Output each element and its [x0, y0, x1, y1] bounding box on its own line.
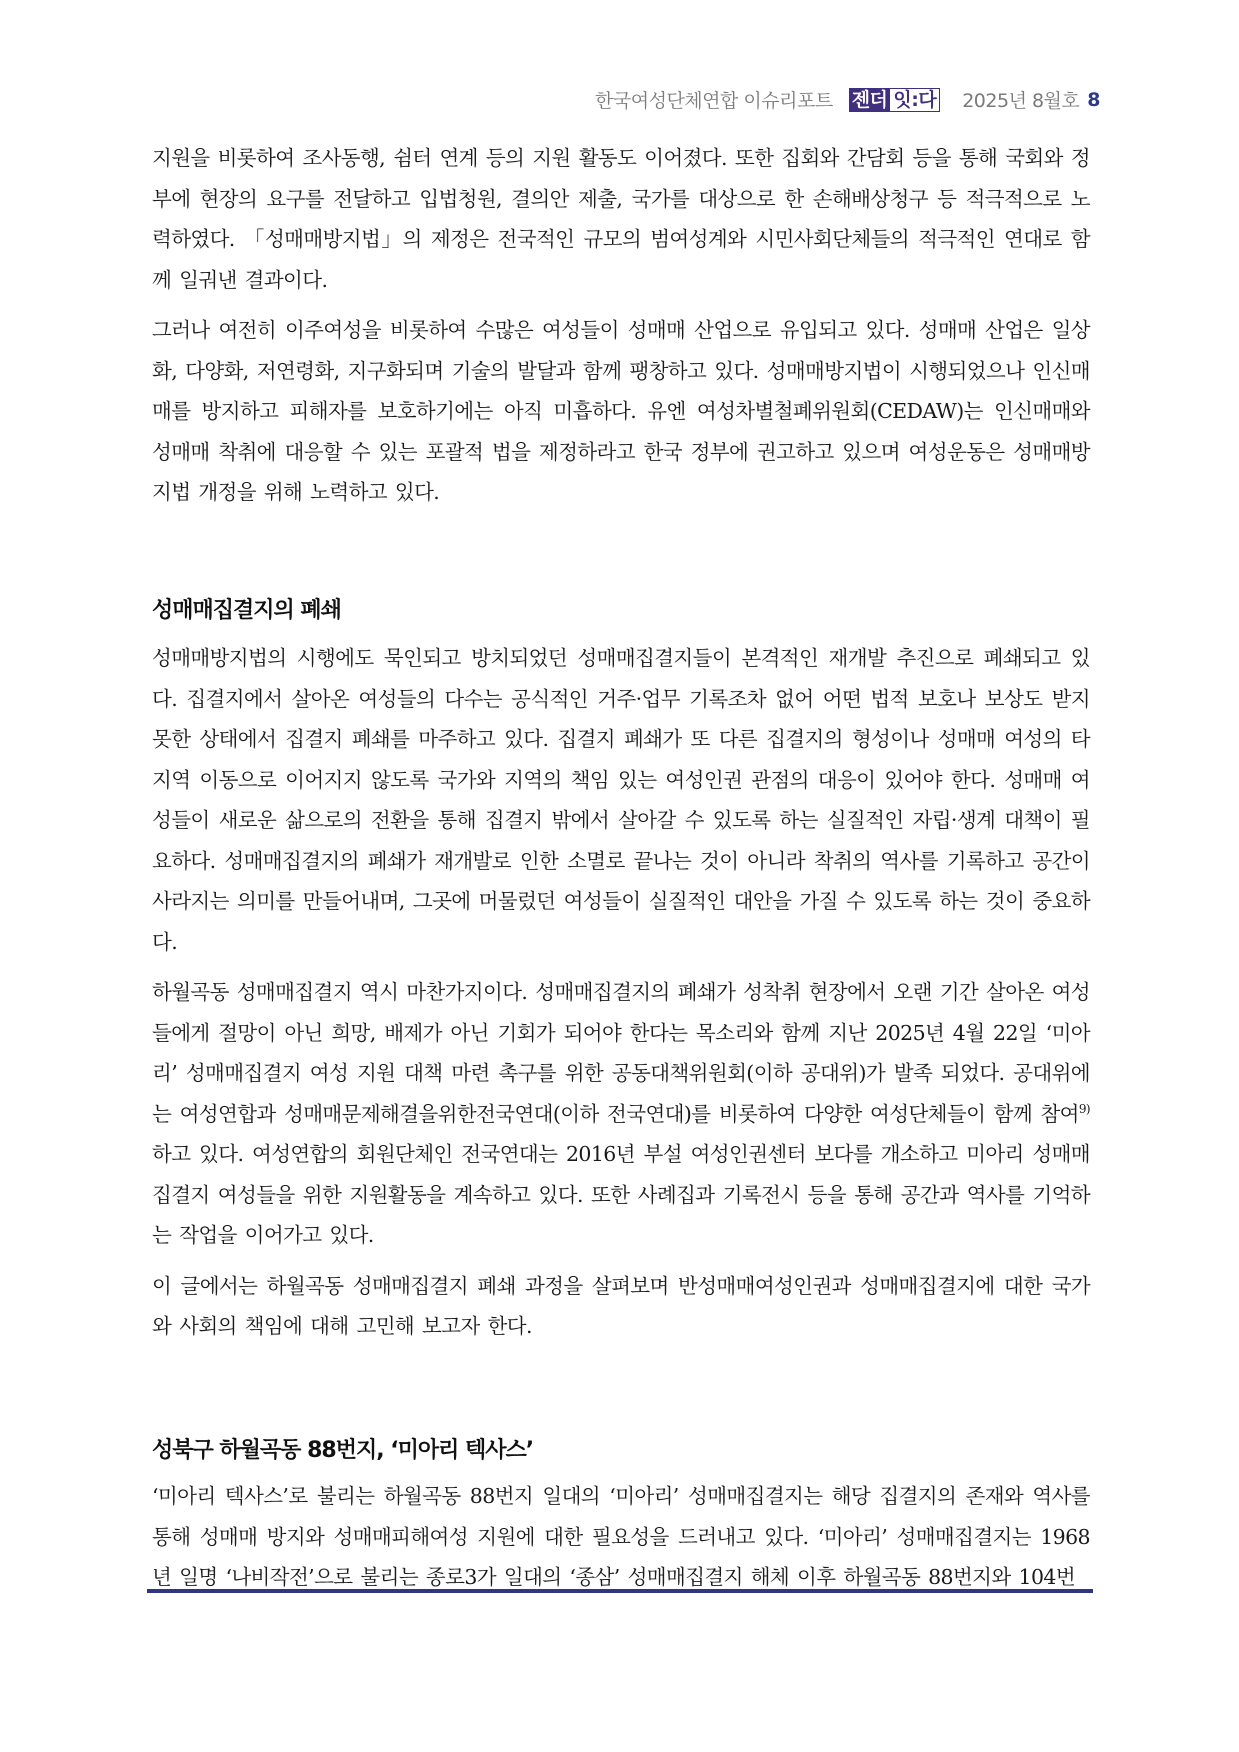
- page-bottom-divider: [147, 1589, 1093, 1593]
- paragraph: 그러나 여전히 이주여성을 비롯하여 수많은 여성들이 성매매 산업으로 유입되고 있다. 성매매 산업은 일상화, 다양화, 저연령화, 지구화되며 기술의 발달과 함께 팽창하고 있다. 성매매방지법이 시행되었으나 인신매매를 방지하고 피해자를 보호하기에는 아직 미흡하다. 유엔 여성차별철폐위원회(CEDAW)는 인신매매와 성매매 착취에 대응할 수 있는 포괄적 법을 제정하라고 한국 정부에 권고하고 있으며 여성운동은 성매매방지법 개정을 위해 노력하고 있다.: [152, 318, 1090, 504]
- paragraph: ‘미아리 텍사스’로 불리는 하월곡동 88번지 일대의 ‘미아리’ 성매매집결지는 해당 집결지의 존재와 역사를 통해 성매매 방지와 성매매피해여성 지원에 대한 필요성을 드러내고 있다. ‘미아리’ 성매매집결지는 1968년 일명 ‘나비작전’으로 불리는 종로3가 일대의 ‘종삼’ 성매매집결지 해체 이후 하월곡동 88번지와 104번: [152, 1484, 1090, 1588]
- miari-section: [152, 1476, 1090, 1588]
- paragraph-text-continued: 하고 있다. 여성연합의 회원단체인 전국연대는 2016년 부설 여성인권센터 보다를 개소하고 미아리 성매매집결지 여성들을 위한 지원활동을 계속하고 있다. 또한 사례집과 기록전시 등을 통해 공간과 역사를 기억하는 작업을 이어가고 있다.: [152, 1142, 1090, 1247]
- page-number: 8: [1087, 88, 1100, 111]
- report-org-title: 한국여성단체연합 이슈리포트: [595, 90, 833, 112]
- paragraph: 지원을 비롯하여 조사동행, 쉼터 연계 등의 지원 활동도 이어졌다. 또한 집회와 간담회 등을 통해 국회와 정부에 현장의 요구를 전달하고 입법청원, 결의안 제출, 국가를 대상으로 한 손해배상청구 등 적극적으로 노력하였다. 「성매매방지법」의 제정은 전국적인 규모의 범여성계와 시민사회단체들의 적극적인 연대로 함께 일궈낸 결과이다.: [152, 146, 1090, 292]
- intro-section: [152, 138, 1090, 523]
- paragraph: 이 글에서는 하월곡동 성매매집결지 폐쇄 과정을 살펴보며 반성매매여성인권과 성매매집결지에 대한 국가와 사회의 책임에 대해 고민해 보고자 한다.: [152, 1273, 1090, 1338]
- section-heading-closure: 성매매집결지의 폐쇄: [152, 598, 341, 623]
- paragraph: 성매매방지법의 시행에도 묵인되고 방치되었던 성매매집결지들이 본격적인 재개발 추진으로 폐쇄되고 있다. 집결지에서 살아온 여성들의 다수는 공식적인 거주·업무 기록조차 없어 어떤 법적 보호나 보상도 받지 못한 상태에서 집결지 폐쇄를 마주하고 있다. 집결지 폐쇄가 또 다른 집결지의 형성이나 성매매 여성의 타 지역 이동으로 이어지지 않도록 국가와 지역의 책임 있는 여성인권 관점의 대응이 있어야 한다. 성매매 여성들이 새로운 삶으로의 전환을 통해 집결지 밖에서 살아갈 수 있도록 하는 실질적인 자립·생계 대책이 필요하다. 성매매집결지의 폐쇄가 재개발로 인한 소멸로 끝나는 것이 아니라 착취의 역사를 기록하고 공간이 사라지는 의미를 만들어내며, 그곳에 머물렀던 여성들이 실질적인 대안을 가질 수 있도록 하는 것이 중요하다.: [152, 646, 1090, 954]
- paragraph-text: 하월곡동 성매매집결지 역시 마찬가지이다. 성매매집결지의 폐쇄가 성착취 현장에서 오랜 기간 살아온 여성들에게 절망이 아닌 희망, 배제가 아닌 기회가 되어야 한다는 목소리와 함께 지난 2025년 4월 22일 ‘미아리’ 성매매집결지 여성 지원 대책 마련 촉구를 위한 공동대책위원회(이하 공대위)가 발족 되었다. 공대위에는 여성연합과 성매매문제해결을위한전국연대(이하 전국연대)를 비롯하여 다양한 여성단체들이 함께 참여: [152, 980, 1090, 1126]
- brand-logo: [849, 88, 941, 112]
- section-heading-miari-texas: 성북구 하월곡동 88번지, ‘미아리 텍사스’: [152, 1438, 534, 1463]
- footnote-marker[interactable]: 9): [1078, 1101, 1090, 1116]
- brand-logo-dark-part: 젠더: [849, 88, 891, 112]
- closure-section: [152, 638, 1090, 1357]
- issue-date: 2025년 8월호: [962, 90, 1080, 112]
- paragraph-with-footnote: [152, 972, 1090, 1256]
- brand-logo-light-part: 잇:다: [890, 88, 940, 112]
- page-header: [595, 86, 1100, 113]
